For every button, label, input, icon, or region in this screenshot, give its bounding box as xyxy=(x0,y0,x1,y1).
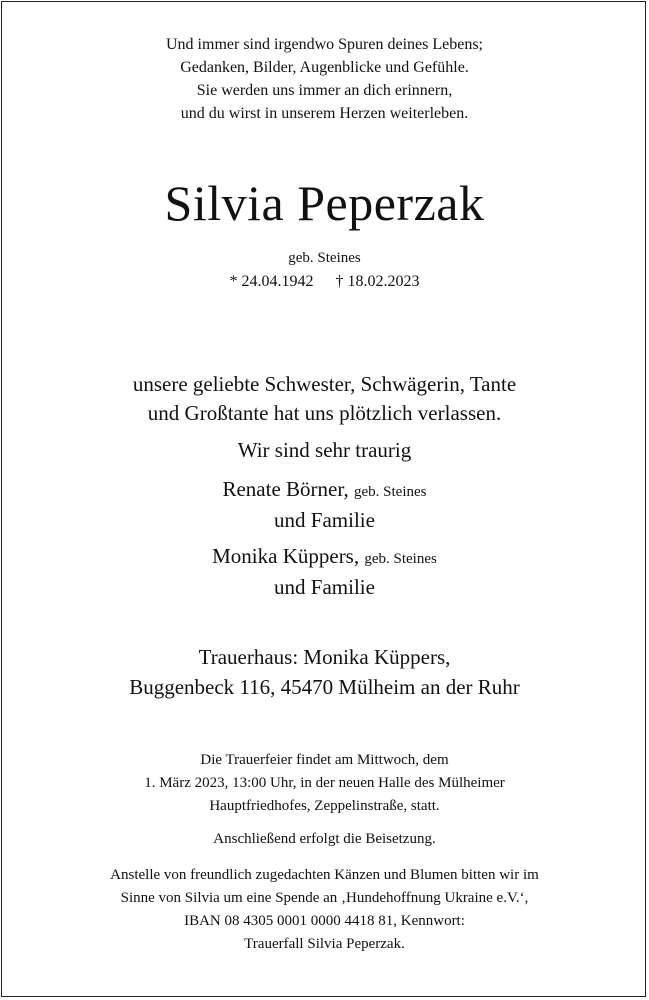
mourner-2 xyxy=(0,542,649,573)
mourner-1-family: und Familie xyxy=(274,508,375,532)
burial-note: Anschließend erfolgt die Beisetzung. xyxy=(213,831,436,847)
death-date: † 18.02.2023 xyxy=(335,273,420,290)
deceased-name: Silvia Peperzak xyxy=(164,175,485,231)
service-line-2: 1. März 2023, 13:00 Uhr, in der neuen Halle des Mülheimer xyxy=(144,775,505,791)
address-line-2: Buggenbeck 116, 45470 Mülheim an der Ruhr xyxy=(129,675,520,699)
service-line-1: Die Trauerfeier findet am Mittwoch, dem xyxy=(200,752,449,768)
mourner-2-birth-name: geb. Steines xyxy=(364,551,437,567)
life-dates xyxy=(0,272,649,292)
mourner-1-birth-name: geb. Steines xyxy=(354,484,427,500)
donation-line-1: Anstelle von freundlich zugedachten Känzen und Blumen bitten wir im xyxy=(110,867,539,883)
message-line-2: und Großtante hat uns plötzlich verlassen. xyxy=(147,401,502,425)
poem-line-3: Sie werden uns immer an dich erinnern, xyxy=(196,82,453,99)
service-line-3: Hauptfriedhofes, Zeppelinstraße, statt. xyxy=(209,798,440,814)
mourner-1 xyxy=(0,475,649,506)
poem-line-2: Gedanken, Bilder, Augenblicke und Gefühle. xyxy=(180,59,469,76)
donation-line-3: IBAN 08 4305 0001 0000 4418 81, Kennwort: xyxy=(184,913,465,929)
message-line-3: Wir sind sehr traurig xyxy=(237,438,412,462)
poem-line-1: Und immer sind irgendwo Spuren deines Lebens; xyxy=(166,36,483,53)
mourner-1-name: Renate Börner, xyxy=(222,477,349,501)
mourner-2-family: und Familie xyxy=(274,575,375,599)
deceased-birth-name: geb. Steines xyxy=(288,250,361,266)
poem-line-4: und du wirst in unserem Herzen weiterleben. xyxy=(180,105,469,122)
message-line-1: unsere geliebte Schwester, Schwägerin, Tante xyxy=(132,372,517,396)
donation-line-2: Sinne von Silvia um eine Spende an ‚Hundehoffnung Ukraine e.V.‘, xyxy=(120,890,529,906)
address-line-1: Trauerhaus: Monika Küppers, xyxy=(198,645,451,669)
donation-line-4: Trauerfall Silvia Peperzak. xyxy=(244,936,405,952)
birth-date: * 24.04.1942 xyxy=(229,273,314,290)
mourner-2-name: Monika Küppers, xyxy=(212,544,360,568)
